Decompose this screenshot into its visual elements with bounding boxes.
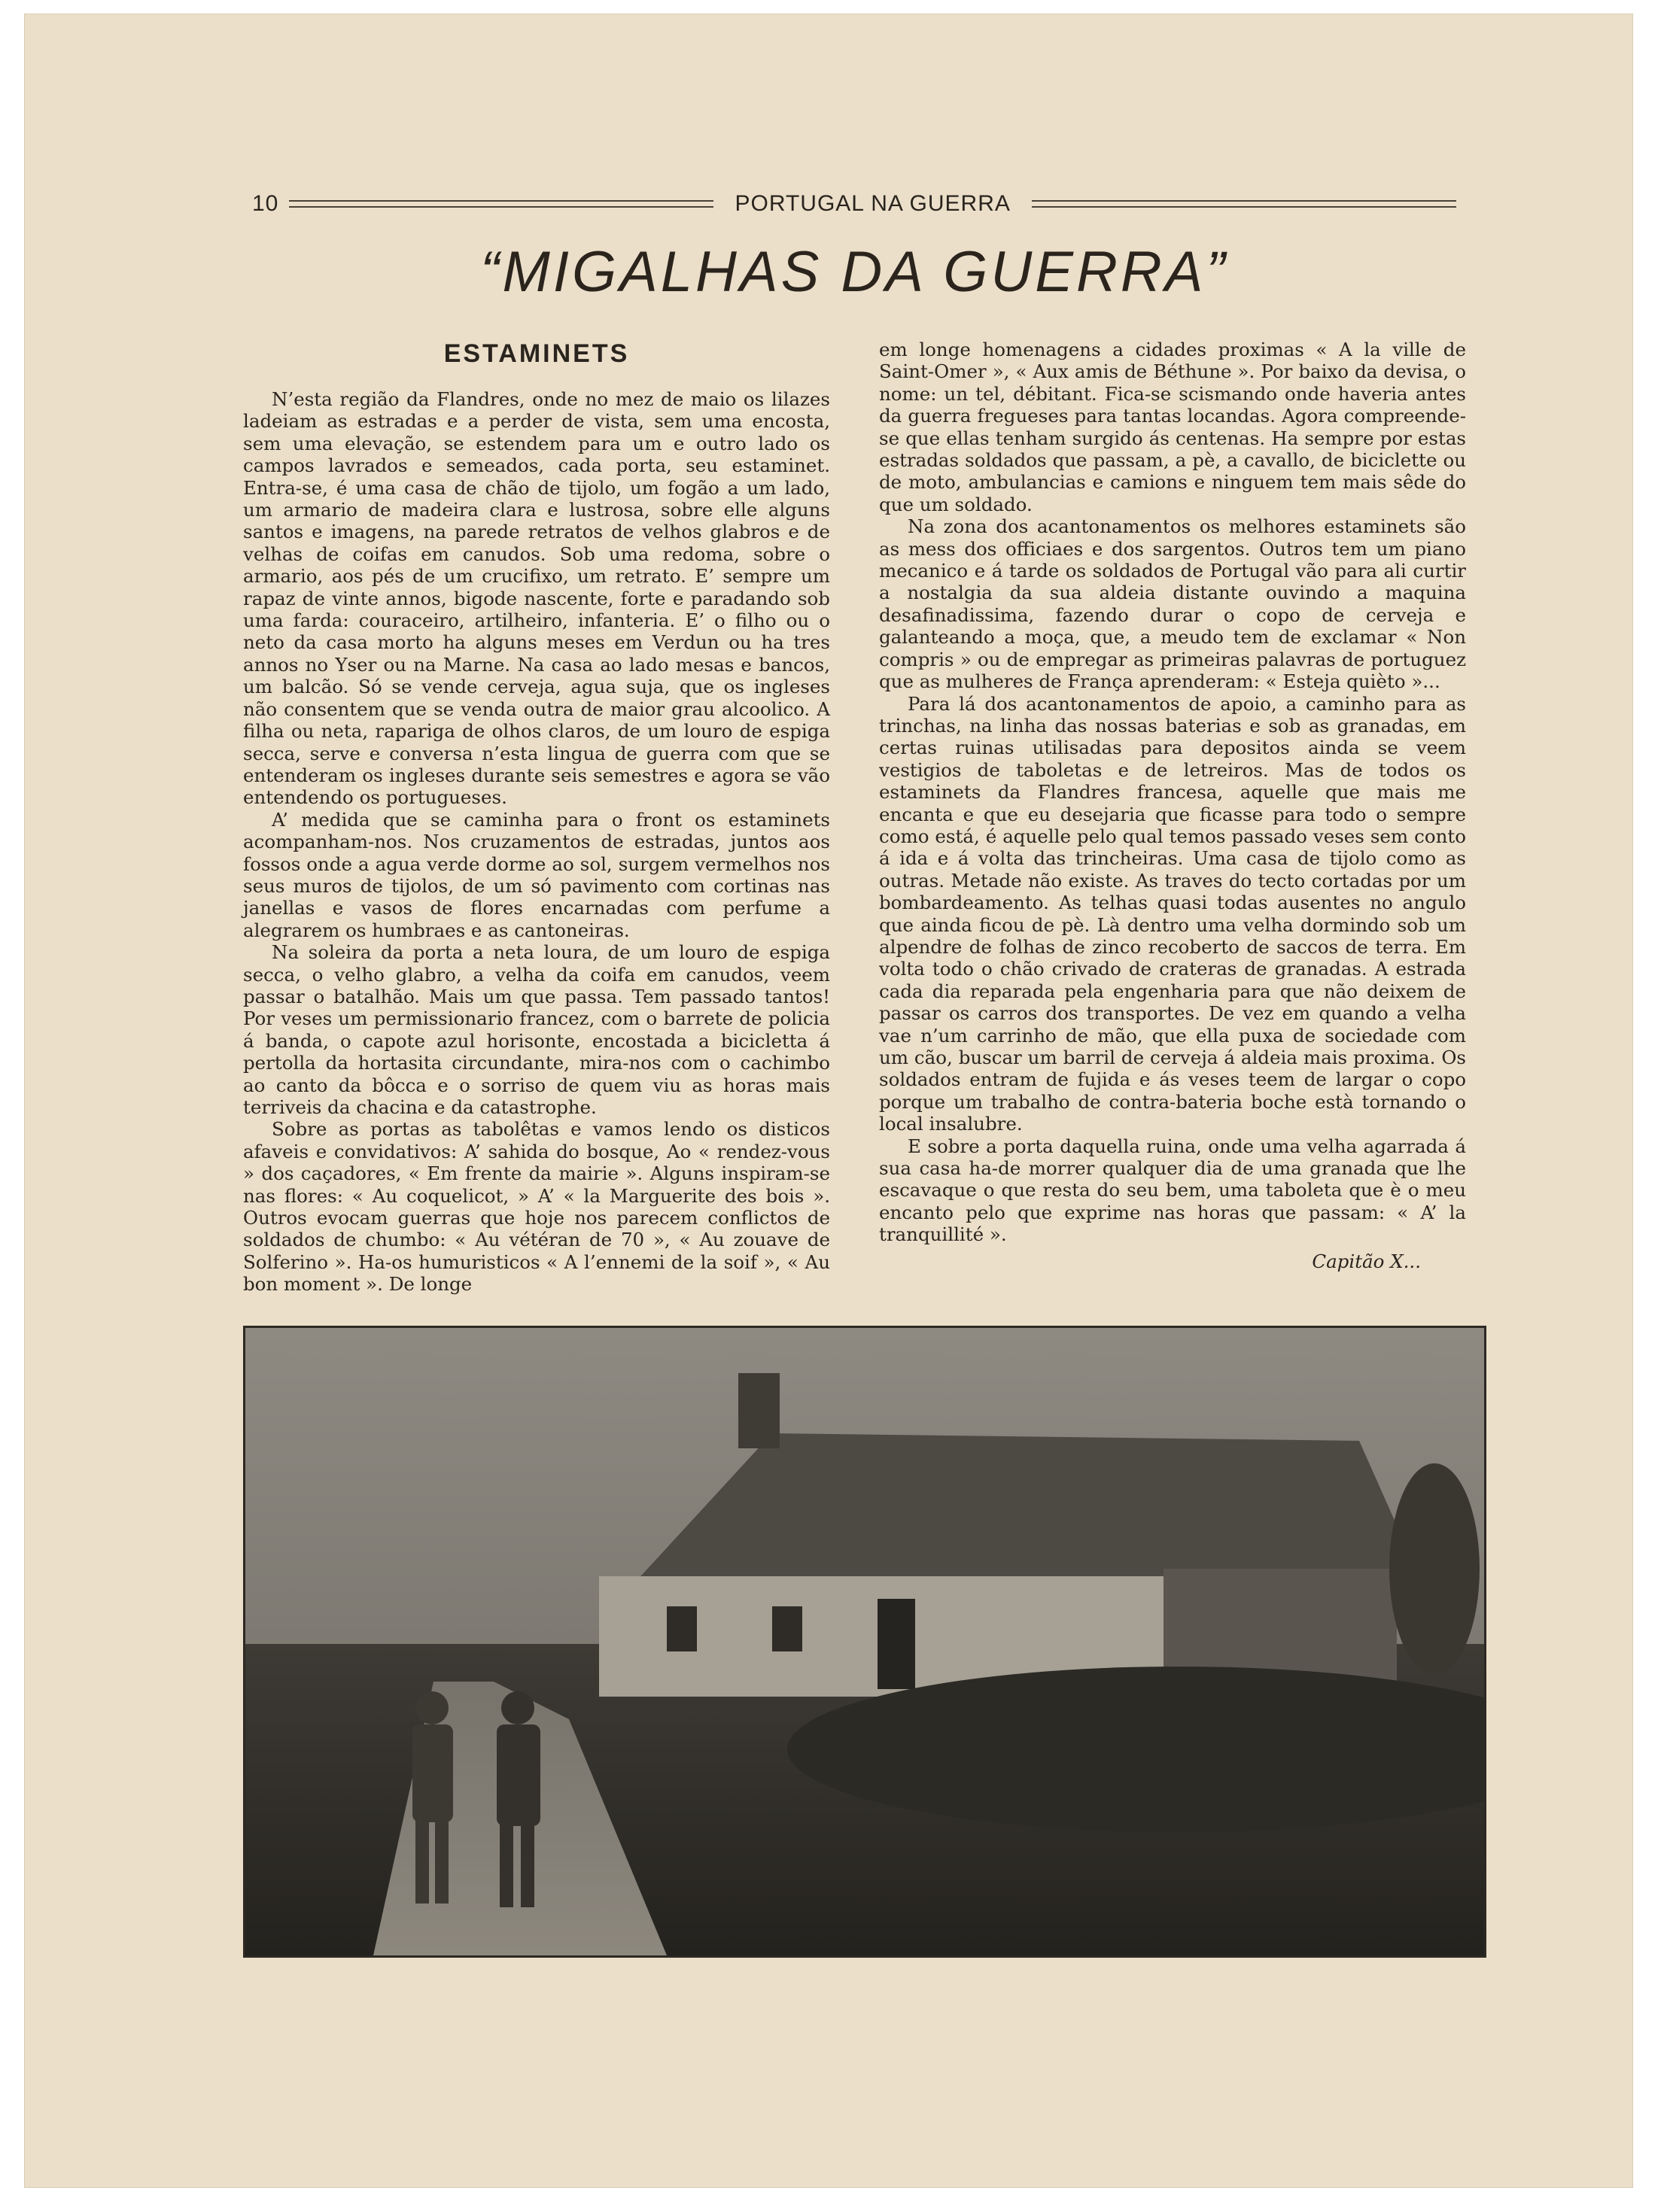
paragraph: E sobre a porta daquella ruina, onde uma velha agarrada á sua casa ha-de morrer qualquer dia de uma granada que lhe escavaque o que resta do seu bem, uma taboleta que è o meu encanto pelo que exprime nas horas que passam: « A’ la tranquillité ». [879,1135,1466,1246]
left-column [243,339,830,1296]
paragraph: Na soleira da porta a neta loura, de um louro de espiga secca, o velho glabro, a velha da coifa em canudos, veem passar o batalhão. Mais um que passa. Tem passado tantos! Por veses um permissionario francez, com o barrete de policia á banda, o capote azul horisonte, encostada a bicicletta á pertolla da hortasita circundante, mira-nos com o cachimbo ao canto da bôcca e o sorriso de quem viu as horas mais terriveis da chacina e da catastrophe. [243,941,830,1118]
right-column [879,339,1466,1272]
photograph [243,1326,1486,1958]
window [667,1606,697,1651]
paragraph: Sobre as portas as tabolêtas e vamos lendo os disticos afaveis e convidativos: A’ sahida do bosque, Ao « rendez-vous » dos caçadores, « Em frente da mairie ». Alguns inspiram-se nas flores: « Au coquelicot, » A’ « la Marguerite des bois ». Outros evocam guerras que hoje nos parecem conflictos de soldados de chumbo: « Au vétéran de 70 », « Au zouave de Solferino ». Ha-os humuristicos « A l’ennemi de la soif », « Au bon moment ». De longe [243,1118,830,1296]
page-header [252,189,1456,219]
paragraph: A’ medida que se caminha para o front os estaminets acompanham-nos. Nos cruzamentos de estradas, juntos aos fossos onde a agua verde dorme ao sol, surgem vermelhos nos seus muros de tijolos, de um só pavimento com cortinas nas janellas e vasos de flores encarnadas com perfume a alegrarem os humbraes e as cantoneiras. [243,808,830,941]
photograph-scene [245,1328,1484,1955]
window [772,1606,802,1651]
paragraph: N’esta região da Flandres, onde no mez de maio os lilazes ladeiam as estradas e a perder de vista, sem uma encosta, sem uma elevação, se estendem para um e outro lado os campos lavrados e semeados, cada porta, seu estaminet. Entra-se, é uma casa de chão de tijolo, um fogão a um lado, um armario de madeira clara e lustrosa, sobre elle alguns santos e imagens, na parede retratos de velhos glabros e de velhas de coifas em canudos. Sob uma redoma, sobre o armario, aos pés de um crucifixo, um retrato. E’ sempre um rapaz de vinte annos, bigode nascente, forte e paradando sob uma farda: couraceiro, artilheiro, infanteria. E’ o filho ou o neto da casa morto ha alguns meses em Verdun ou ha tres annos no Yser ou na Marne. Na casa ao lado mesas e bancos, um balcão. Só se vende cerveja, agua suja, que os ingleses não consentem que se venda outra de maior grau alcoolico. A filha ou neta, rapariga de olhos claros, de um louro de espiga secca, serve e conversa n’esta lingua de guerra com que se entenderam os ingleses durante seis semestres e agora se vão entendendo os portugueses. [243,388,830,809]
paragraph: Na zona dos acantonamentos os melhores estaminets são as mess dos officiaes e dos sargentos. Outros tem um piano mecanico e á tarde os soldados de Portugal vão para ali curtir a nostalgia da sua aldeia distante ouvindo a maquina desafinadissima, fazendo durar o copo de cerveja e galanteando a moça, que, a meudo tem de exclamar « Non compris » ou de empregar as primeiras palavras de portuguez que as mulheres de França aprenderam: « Esteja quièto »... [879,515,1466,693]
article-title: “MIGALHAS DA GUERRA” [480,240,1228,304]
doorway [878,1599,915,1689]
paragraph: Para lá dos acantonamentos de apoio, a caminho para as trinchas, na linha das nossas baterias e sob as granadas, em certas ruinas utilisadas para depositos ainda se veem vestigios de taboletas e de letreiros. Mas de todos os estaminets da Flandres francesa, aquelle que mais me encanta e que eu desejaria que ficasse para todo o sempre como está, é aquelle pelo qual temos passado veses sem conto á ida e á volta das trincheiras. Uma casa de tijolo como as outras. Metade não existe. As traves do tecto cortadas por um bombardeamento. As telhas quasi todas ausentes no angulo que ainda ficou de pè. Là dentro uma velha dormindo sob um alpendre de folhas de zinco recoberto de saccos de terra. Em volta todo o chão crivado de crateras de granadas. A estrada cada dia reparada pela engenharia para que não deixem de passar os carros dos transportes. De vez em quando a velha vae n’um carrinho de mão, que ella puxa de sociedade com um cão, buscar um barril de cerveja á aldeia mais proxima. Os soldados entram de fujida e ás veses teem de largar o copo porque um trabalho de contra-bateria boche està tornando o local insalubre. [879,692,1466,1135]
author-signature: Capitão X... [1312,1250,1421,1272]
header-rule-right [1032,200,1456,208]
page-number: 10 [252,191,279,216]
publication-name: PORTUGAL NA GUERRA [735,191,1011,216]
tree [1389,1463,1480,1674]
paragraph: em longe homenagens a cidades proximas « A la ville de Saint-Omer », « Aux amis de Béthune ». Por baixo da devisa, o nome: un tel, débitant. Fica-se scismando onde haveria antes da guerra fregueses para tantas locandas. Agora compreende-se que ellas tenham surgido ás centenas. Ha sempre por estas estradas soldados que passam, a pè, a cavallo, de biciclette ou de moto, ambulancias e camions e ninguem tem mais sêde do que um soldado. [879,339,1466,515]
section-title: ESTAMINETS [443,339,630,368]
header-rule-left [289,200,713,208]
chimney [738,1373,780,1448]
